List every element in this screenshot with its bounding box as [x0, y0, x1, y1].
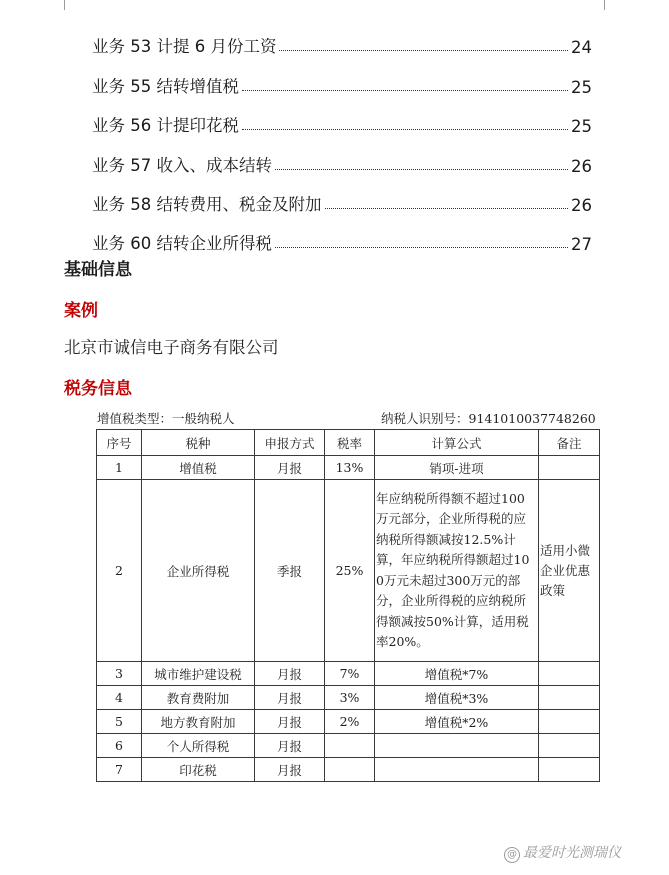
toc-entry[interactable]: [92, 176, 592, 215]
at-icon: @: [504, 847, 520, 863]
cell-formula: [375, 758, 539, 782]
cell-method: 月报: [255, 662, 325, 686]
vat-type-label: 增值税类型：一般纳税人: [97, 411, 235, 426]
toc-entry-title: 业务 55 结转增值税: [92, 76, 239, 96]
toc-entry[interactable]: [92, 215, 592, 254]
toc-entry-title: 业务 56 计提印花税: [92, 116, 239, 136]
cell-rate: 3%: [325, 686, 375, 710]
page-corner-mark-right: [604, 0, 605, 10]
table-of-contents: [92, 18, 592, 254]
toc-leader-dots: [279, 49, 568, 51]
toc-entry[interactable]: [92, 136, 592, 175]
cell-tax: 个人所得税: [142, 734, 255, 758]
cell-tax: 企业所得税: [142, 480, 255, 662]
cell-note: [539, 734, 600, 758]
table-row: [97, 480, 600, 662]
cell-tax: 地方教育附加: [142, 710, 255, 734]
column-header: 申报方式: [255, 430, 325, 456]
cell-note: [539, 758, 600, 782]
toc-entry-page: 25: [571, 117, 592, 137]
cell-tax: 增值税: [142, 456, 255, 480]
taxpayer-id-label: 纳税人识别号：9141010037748260: [381, 411, 596, 426]
toc-entry-page: 27: [571, 235, 592, 255]
cell-no: 1: [97, 456, 142, 480]
toc-entry-title: 业务 58 结转费用、税金及附加: [92, 194, 322, 214]
cell-rate: 7%: [325, 662, 375, 686]
watermark-text: 最爱时光测瑞仪: [523, 845, 621, 861]
cell-rate: 25%: [325, 480, 375, 662]
column-header: 税率: [325, 430, 375, 456]
page-corner-mark-left: [64, 0, 65, 10]
toc-entry-page: 24: [571, 38, 592, 58]
cell-tax: 城市维护建设税: [142, 662, 255, 686]
cell-formula: 年应纳税所得额不超过100万元部分，企业所得税的应纳税所得额减按12.5%计算，年应纳税所得额超过100万元未超过300万元的部分，企业所得税的应纳税所得额减按50%计算，适用税率20%。: [375, 480, 539, 662]
cell-no: 4: [97, 686, 142, 710]
toc-entry-title: 业务 60 结转企业所得税: [92, 234, 272, 254]
cell-note: [539, 710, 600, 734]
heading-case: 案例: [64, 301, 98, 321]
toc-leader-dots: [242, 89, 568, 91]
cell-method: 季报: [255, 480, 325, 662]
toc-entry-page: 26: [571, 195, 592, 215]
toc-entry-title: 业务 53 计提 6 月份工资: [92, 37, 277, 57]
column-header: 备注: [539, 430, 600, 456]
cell-formula: 销项-进项: [375, 456, 539, 480]
table-row: [97, 686, 600, 710]
cell-note: [539, 456, 600, 480]
table-row: [97, 456, 600, 480]
cell-method: 月报: [255, 686, 325, 710]
cell-method: 月报: [255, 734, 325, 758]
watermark: [504, 842, 621, 863]
cell-note: [539, 686, 600, 710]
toc-entry-page: 26: [571, 156, 592, 176]
column-header: 计算公式: [375, 430, 539, 456]
cell-note: 适用小微企业优惠政策: [539, 480, 600, 662]
cell-rate: 13%: [325, 456, 375, 480]
toc-leader-dots: [242, 128, 568, 130]
table-row: [97, 758, 600, 782]
column-header: 序号: [97, 430, 142, 456]
table-header-row: [97, 430, 600, 456]
cell-rate: [325, 758, 375, 782]
cell-no: 3: [97, 662, 142, 686]
cell-tax: 教育费附加: [142, 686, 255, 710]
cell-rate: 2%: [325, 710, 375, 734]
cell-formula: 增值税*7%: [375, 662, 539, 686]
cell-no: 7: [97, 758, 142, 782]
toc-leader-dots: [325, 207, 569, 209]
toc-entry[interactable]: [92, 97, 592, 136]
toc-entry-page: 25: [571, 77, 592, 97]
cell-method: 月报: [255, 710, 325, 734]
heading-basic-info: 基础信息: [64, 260, 132, 280]
cell-rate: [325, 734, 375, 758]
toc-entry-title: 业务 57 收入、成本结转: [92, 155, 272, 175]
cell-method: 月报: [255, 456, 325, 480]
cell-no: 5: [97, 710, 142, 734]
table-row: [97, 710, 600, 734]
cell-formula: 增值税*3%: [375, 686, 539, 710]
heading-tax-info: 税务信息: [64, 379, 132, 399]
company-name: 北京市诚信电子商务有限公司: [64, 338, 279, 357]
cell-formula: [375, 734, 539, 758]
cell-tax: 印花税: [142, 758, 255, 782]
column-header: 税种: [142, 430, 255, 456]
cell-no: 6: [97, 734, 142, 758]
cell-method: 月报: [255, 758, 325, 782]
toc-leader-dots: [275, 246, 568, 248]
toc-leader-dots: [275, 168, 568, 170]
cell-note: [539, 662, 600, 686]
table-row: [97, 662, 600, 686]
cell-no: 2: [97, 480, 142, 662]
table-row: [97, 734, 600, 758]
toc-entry[interactable]: [92, 57, 592, 96]
cell-formula: 增值税*2%: [375, 710, 539, 734]
tax-table: [96, 429, 600, 782]
toc-entry[interactable]: [92, 18, 592, 57]
